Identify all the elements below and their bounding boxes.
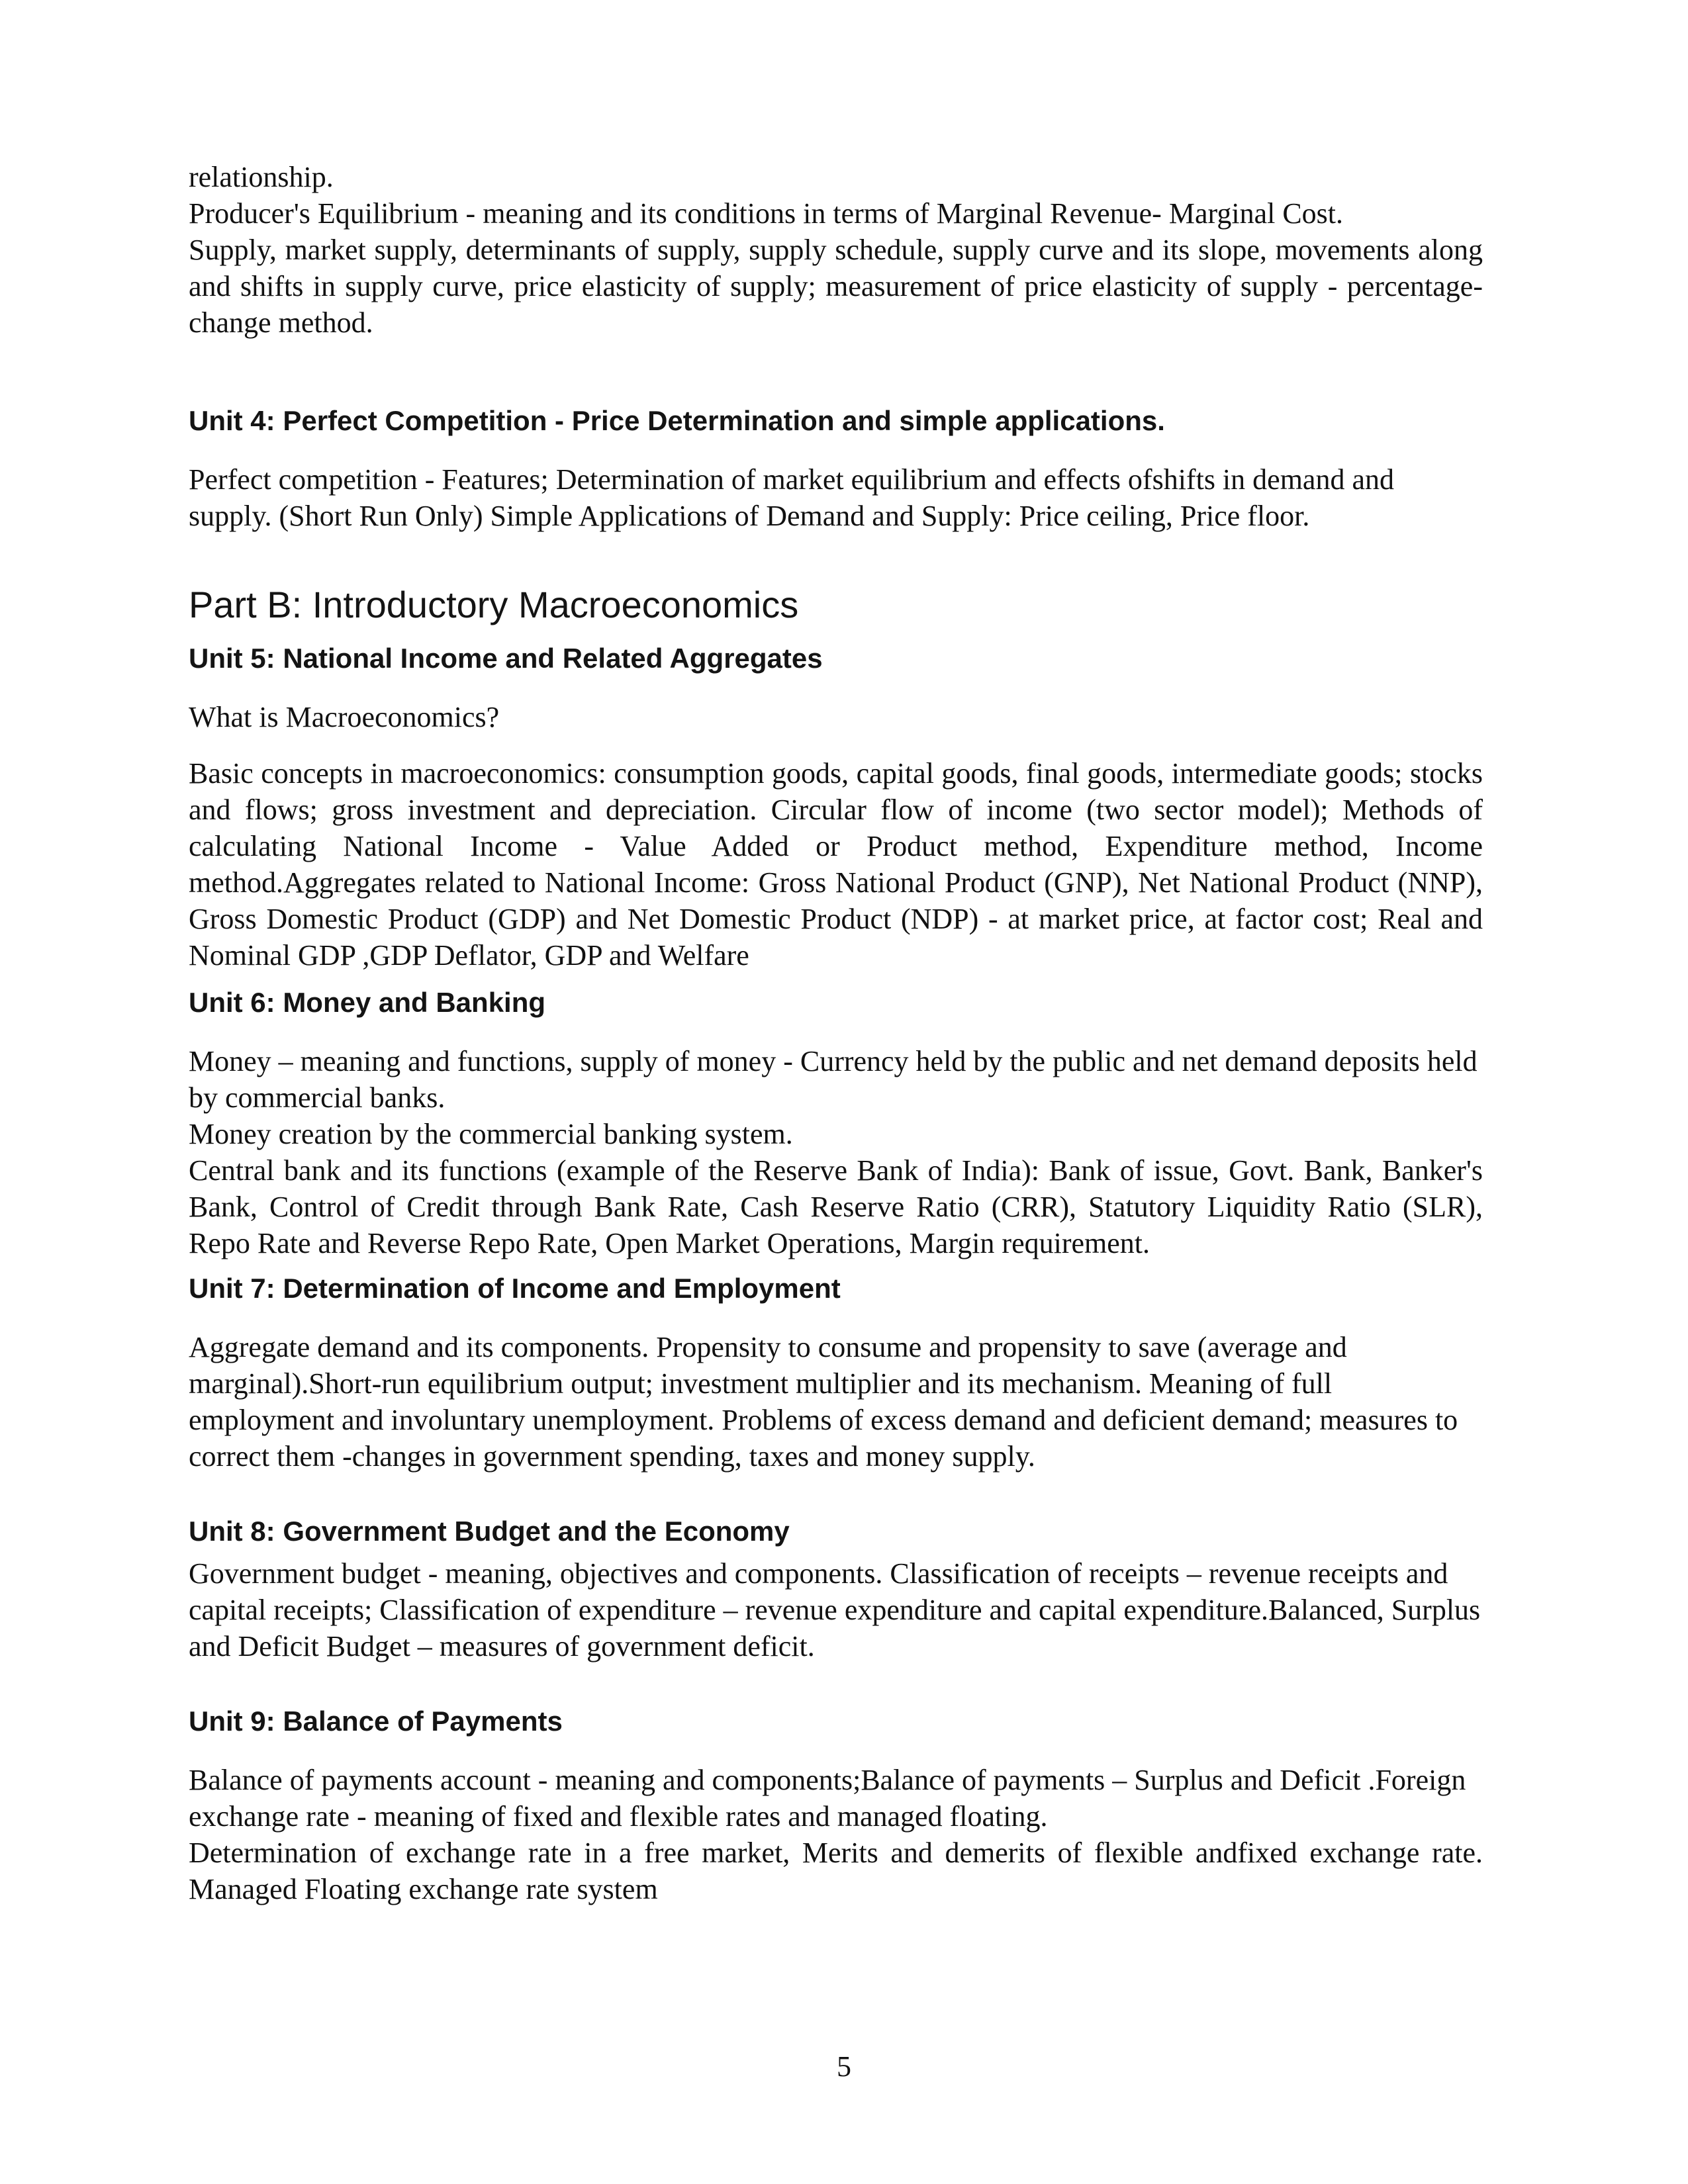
unit6-body-money: Money – meaning and functions, supply of money - Currency held by the public and net demand deposits held by commercial banks. bbox=[189, 1045, 1477, 1114]
unit8-body: Government budget - meaning, objectives and components. Classification of receipts – revenue receipts and capital receipts; Classification of expenditure – revenue expenditure and capital expenditure.Balanced, Surplus and Deficit Budget – measures of government deficit. bbox=[189, 1557, 1481, 1662]
page-number: 5 bbox=[837, 2050, 851, 2083]
paragraph-producers-equilibrium: Producer's Equilibrium - meaning and its conditions in terms of Marginal Revenue- Marginal Cost. bbox=[189, 197, 1344, 230]
unit9-body bbox=[189, 1762, 1483, 1907]
paragraph-relationship: relationship. bbox=[189, 161, 334, 193]
paragraph-supply: Supply, market supply, determinants of supply, supply schedule, supply curve and its slope, movements along and shifts in supply curve, price elasticity of supply; measurement of price elasticity of supply - percentage-change method. bbox=[189, 234, 1483, 339]
unit6-body-money-creation: Money creation by the commercial banking system. bbox=[189, 1118, 793, 1150]
unit5-heading: Unit 5: National Income and Related Aggregates bbox=[189, 643, 823, 674]
unit6-body-central-bank: Central bank and its functions (example of the Reserve Bank of India): Bank of issue, Govt. Bank, Banker's Bank, Control of Credit through Bank Rate, Cash Reserve Ratio (CRR), Statutory Liquidity Ratio (SLR), Repo Rate and Reverse Repo Rate, Open Market Operations, Margin requirement. bbox=[189, 1154, 1483, 1259]
unit5-question: What is Macroeconomics? bbox=[189, 701, 500, 733]
unit4-heading: Unit 4: Perfect Competition - Price Determination and simple applications. bbox=[189, 405, 1165, 436]
unit9-heading: Unit 9: Balance of Payments bbox=[189, 1706, 563, 1737]
unit4-body: Perfect competition - Features; Determination of market equilibrium and effects ofshifts in demand and supply. (Short Run Only) Simple Applications of Demand and Supply: Price ceiling, Price floor. bbox=[189, 463, 1394, 532]
unit6-heading: Unit 6: Money and Banking bbox=[189, 987, 546, 1018]
unit7-heading: Unit 7: Determination of Income and Employment bbox=[189, 1273, 841, 1304]
part-b-heading: Part B: Introductory Macroeconomics bbox=[189, 584, 799, 625]
unit6-body bbox=[189, 1043, 1483, 1261]
unit8-heading: Unit 8: Government Budget and the Economy bbox=[189, 1516, 790, 1547]
unit7-body: Aggregate demand and its components. Propensity to consume and propensity to save (average and marginal).Short-run equilibrium output; investment multiplier and its mechanism. Meaning of full employment and involuntary unemployment. Problems of excess demand and deficient demand; measures to correct them -changes in government spending, taxes and money supply. bbox=[189, 1331, 1458, 1473]
unit9-body-balance-of-payments: Balance of payments account - meaning and components;Balance of payments – Surplus and Deficit .Foreign exchange rate - meaning of fixed and flexible rates and managed floating. bbox=[189, 1764, 1466, 1833]
unit9-body-exchange-rate: Determination of exchange rate in a free market, Merits and demerits of flexible andfixed exchange rate. Managed Floating exchange rate system bbox=[189, 1837, 1483, 1905]
section-continued-from-previous-page bbox=[189, 159, 1483, 341]
unit5-body: Basic concepts in macroeconomics: consumption goods, capital goods, final goods, intermediate goods; stocks and flows; gross investment and depreciation. Circular flow of income (two sector model); Methods of calculating National Income - Value Added or Product method, Expenditure method, Income method.Aggregates related to National Income: Gross National Product (GNP), Net National Product (NNP), Gross Domestic Product (GDP) and Net Domestic Product (NDP) - at market price, at factor cost; Real and Nominal GDP ,GDP Deflator, GDP and Welfare bbox=[189, 757, 1483, 972]
